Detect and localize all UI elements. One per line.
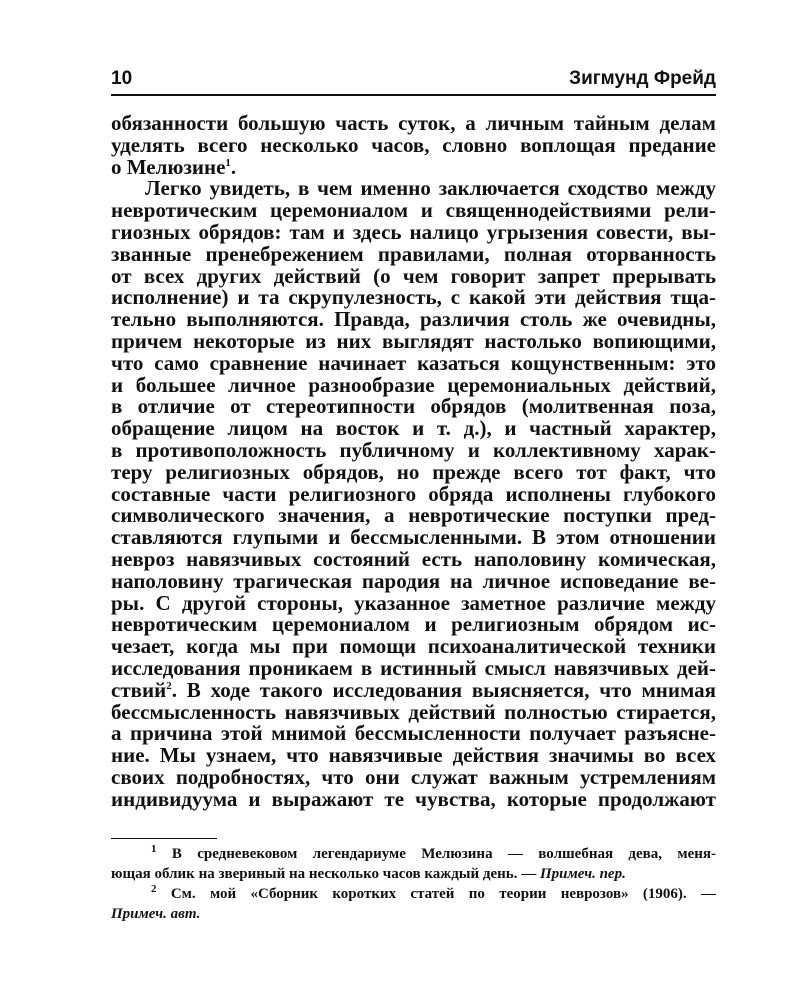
footnote-1-cont: ющая облик на звериный на несколько часов каждый день. — Примеч. пер. [111, 866, 626, 882]
text-line: а причина этой мнимой бессмысленности получает разъясне- [111, 721, 716, 746]
footnote-ref-2: 2 [166, 679, 172, 692]
text-line: от всех других действий (о чем говорит запрет прерывать [111, 263, 716, 288]
text-line: ствий$^2$. В ходе такого исследования выясняется, что мнимая [111, 677, 716, 702]
text-line: что само сравнение начинает казаться кощунственным: это [111, 350, 716, 375]
text-line: тельно выполняются. Правда, различия столь же очевидны, [111, 307, 716, 332]
text-line: невротическим церемониалом и религиозным обрядом ис- [111, 612, 716, 637]
text-line: чезает, когда мы при помощи психоаналитической техники [111, 634, 716, 659]
text-line: наполовину трагическая пародия на личное исповедание ве- [111, 568, 716, 593]
main-text [111, 113, 716, 811]
text-line: обращение лицом на восток и т. д.), и частный характер, [111, 416, 716, 441]
text-line: причем некоторые из них выглядят настолько вопиющими, [111, 328, 716, 353]
text-line: гиозных обрядов: там и здесь налицо угрызения совести, вы- [111, 219, 716, 244]
text-line: ставляются глупыми и бессмысленными. В этом отношении [111, 525, 716, 550]
footnote-divider [111, 838, 217, 839]
footnote-1: $^1$ В средневековом легендариуме Мелюзина — волшебная дева, меня- [151, 843, 716, 862]
text-line: и большее личное разнообразие церемониальных действий, [111, 372, 716, 397]
text-line: теру религиозных обрядов, но прежде всего тот факт, что [111, 459, 716, 484]
text-line: индивидуума и выражают те чувства, которые продолжают [111, 786, 716, 811]
running-head-author: Зигмунд Фрейд [569, 68, 716, 89]
text-line: исполнение) и та скрупулезность, с какой эти действия тща- [111, 285, 716, 310]
text-line: своих подробностях, что они служат важным устремлениям [111, 764, 716, 789]
text-line: невроз навязчивых состояний есть наполовину комическая, [111, 546, 716, 571]
text-line: исследования проникаем в истинный смысл навязчивых дей- [111, 655, 716, 680]
text-line: званные пренебрежением правилами, полная оторванность [111, 241, 716, 266]
text-line: бессмысленность навязчивых действий полностью стирается, [111, 699, 716, 724]
text-line: невротическим церемониалом и священнодействиями рели- [111, 198, 716, 223]
text-line: составные части религиозного обряда исполнены глубокого [111, 481, 716, 506]
text-line: в отличие от стереотипности обрядов (молитвенная поза, [111, 394, 716, 419]
running-header [111, 64, 716, 96]
footnote-2: $^2$ См. мой «Сборник коротких статей по теории неврозов» (1906). — [151, 883, 716, 902]
text-line: ры. С другой стороны, указанное заметное различие между [111, 590, 716, 615]
page-number: 10 [111, 68, 133, 89]
author-note: Примеч. авт. [111, 906, 201, 922]
text-line: символического значения, а невротические поступки пред- [111, 503, 716, 528]
text-line: о Мелюзине$^1$. [111, 154, 237, 179]
paragraph-start: Легко увидеть, в чем именно заключается сходство между [145, 176, 716, 201]
text-line: ние. Мы узнаем, что навязчивые действия значимы во всех [111, 743, 716, 768]
footnote-2-cont [111, 904, 716, 924]
footnotes [111, 844, 716, 924]
text-line: обязанности большую часть суток, а личным тайным делам [111, 111, 716, 135]
text-line: в противоположность публичному и коллективному харак- [111, 437, 716, 462]
text-line: уделять всего несколько часов, словно воплощая предание [111, 132, 716, 157]
translator-note: Примеч. пер. [539, 866, 626, 882]
footnote-ref-1: 1 [225, 156, 231, 169]
